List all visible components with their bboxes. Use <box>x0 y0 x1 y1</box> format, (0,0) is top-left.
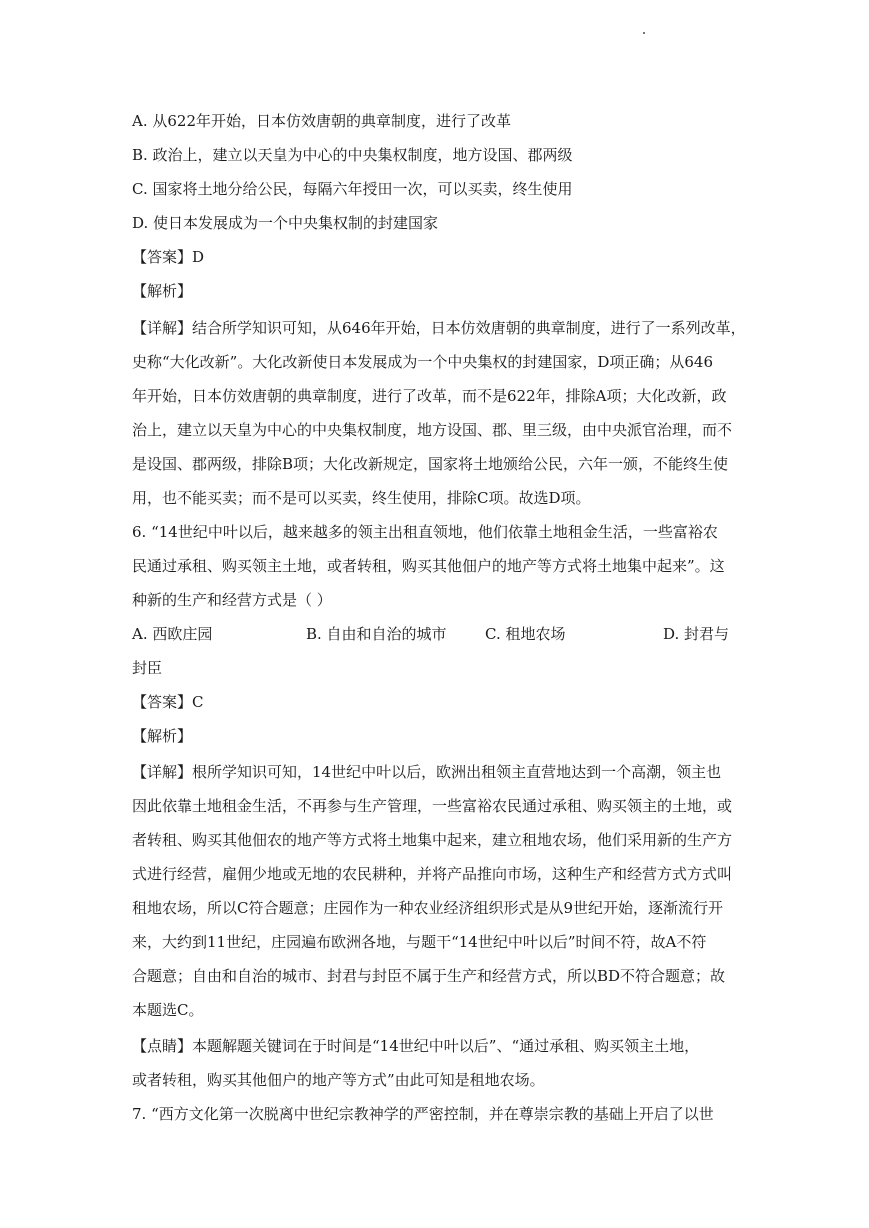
q7-question-line-1: 7. “西方文化第一次脱离中世纪宗教神学的严密控制，并在尊崇宗教的基础上开启了以世 <box>132 1105 714 1123</box>
q5-analysis-label: 【解析】 <box>132 282 193 300</box>
q5-detail-line-5: 是设国、郡两级，排除B项；大化改新规定，国家将土地颁给公民，六年一颁，不能终生使 <box>132 455 729 473</box>
answer-value: C <box>192 693 204 711</box>
comment-label: 【点睛】 <box>132 1037 193 1055</box>
q5-option-a: A. 从622年开始，日本仿效唐朝的典章制度，进行了改革 <box>132 112 512 130</box>
q5-detail-line-4: 治上，建立以天皇为中心的中央集权制度，地方设国、郡、里三级，由中央派官治理，而不 <box>132 421 733 439</box>
q6-comment-line-1 <box>132 1036 699 1056</box>
q6-question-line-2: 民通过承租、购买领主土地，或者转租，购买其他佃户的地产等方式将土地集中起来”。这 <box>132 557 725 575</box>
answer-label: 【答案】 <box>132 693 193 711</box>
detail-text: 结合所学知识可知，从646年开始，日本仿效唐朝的典章制度，进行了一系列改革， <box>192 319 746 337</box>
detail-label: 【详解】 <box>132 763 193 781</box>
q6-option-b: B. 自由和自治的城市 <box>306 625 447 643</box>
corner-mark <box>643 32 645 34</box>
q6-option-d: D. 封君与 <box>663 625 730 643</box>
detail-text: 根所学知识可知，14世纪中叶以后，欧洲出租领主直营地达到一个高潮，领主也 <box>192 763 722 781</box>
q5-answer <box>132 247 204 267</box>
detail-label: 【详解】 <box>132 319 193 337</box>
q6-question-line-3: 种新的生产和经营方式是（ ） <box>132 591 332 609</box>
q6-detail-line-2: 因此依靠土地租金生活，不再参与生产管理，一些富裕农民通过承租、购买领主的土地，或 <box>132 797 733 815</box>
q6-option-d-wrap: 封臣 <box>132 659 163 677</box>
q5-detail-line-1 <box>132 318 746 338</box>
q5-option-d: D. 使日本发展成为一个中央集权制的封建国家 <box>132 214 439 232</box>
q6-answer <box>132 692 204 712</box>
q6-detail-line-3: 者转租、购买其他佃农的地产等方式将土地集中起来，建立租地农场，他们采用新的生产方 <box>132 831 733 849</box>
q6-comment-line-2: 或者转租，购买其他佃户的地产等方式”由此可知是租地农场。 <box>132 1071 545 1089</box>
q5-detail-line-2: 史称“大化改新”。大化改新使日本发展成为一个中央集权的封建国家，D项正确；从646 <box>132 353 713 371</box>
q6-analysis-label: 【解析】 <box>132 727 193 745</box>
q5-option-c: C. 国家将土地分给公民，每隔六年授田一次，可以买卖，终生使用 <box>132 180 573 198</box>
q6-detail-line-4: 式进行经营，雇佣少地或无地的农民耕种，并将产品推向市场，这种生产和经营方式方式叫 <box>132 865 733 883</box>
q5-option-b: B. 政治上，建立以天皇为中心的中央集权制度，地方设国、郡两级 <box>132 146 573 164</box>
q6-detail-line-6: 来，大约到11世纪，庄园遍布欧洲各地，与题干“14世纪中叶以后”时间不符，故A不符 <box>132 933 707 951</box>
q6-detail-line-5: 租地农场，所以C符合题意；庄园作为一种农业经济组织形式是从9世纪开始，逐渐流行开 <box>132 899 724 917</box>
q6-detail-line-1 <box>132 762 721 782</box>
answer-label: 【答案】 <box>132 248 193 266</box>
q5-detail-line-3: 年开始，日本仿效唐朝的典章制度，进行了改革，而不是622年，排除A项；大化改新，政 <box>132 387 727 405</box>
q5-detail-line-6: 用，也不能买卖；而不是可以买卖，终生使用，排除C项。故选D项。 <box>132 489 591 507</box>
comment-text: 本题解题关键词在于时间是“14世纪中叶以后”、“通过承租、购买领主土地， <box>192 1037 700 1055</box>
q6-option-c: C. 租地农场 <box>485 625 566 643</box>
q6-option-a: A. 西欧庄园 <box>132 625 213 643</box>
answer-value: D <box>192 248 205 266</box>
q6-detail-line-7: 合题意；自由和自治的城市、封君与封臣不属于生产和经营方式，所以BD不符合题意；故 <box>132 967 726 985</box>
q6-detail-line-8: 本题选C。 <box>132 1001 204 1019</box>
q6-question-line-1: 6. “14世纪中叶以后，越来越多的领主出租直领地，他们依靠土地租金生活，一些富裕农 <box>132 523 718 541</box>
